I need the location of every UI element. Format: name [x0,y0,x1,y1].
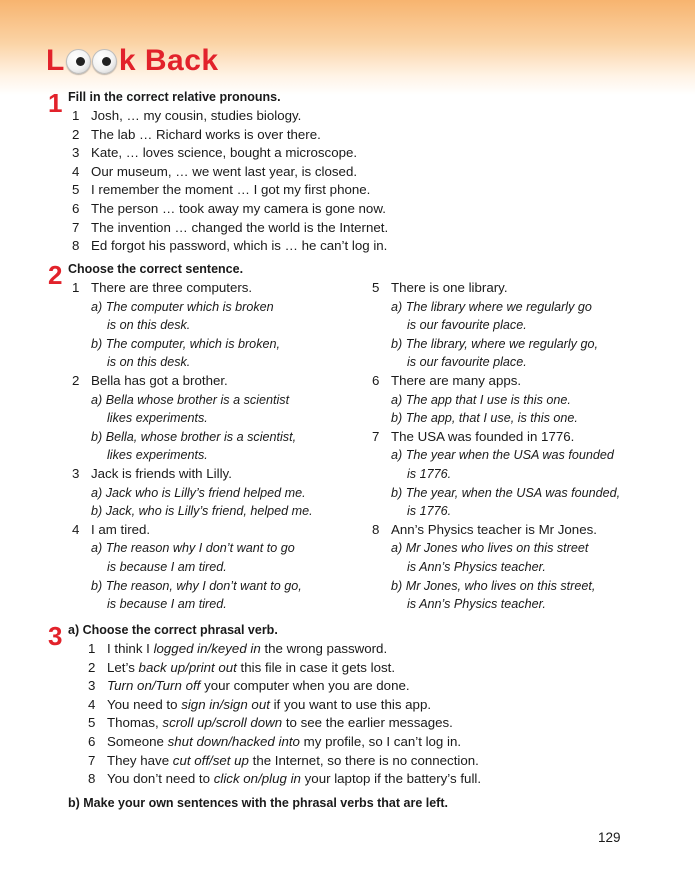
option-b: b) The library, where we regularly go, [391,336,598,351]
item-text [107,677,410,696]
item-text [107,714,453,733]
option-a: a) Bella whose brother is a scientist [91,392,290,407]
list-item [88,752,648,771]
item-text: I remember the moment … I got my first phone. [91,182,371,198]
option-b: b) The computer, which is broken, [91,336,280,351]
section-2-left-column [72,279,362,614]
question-text: The USA was founded in 1776. [391,428,575,444]
list-item [72,126,632,145]
item-text-start: Thomas, [107,715,163,731]
item-text-end: this file in case it gets lost. [236,659,396,675]
right-eye-icon [92,49,117,74]
option-b-continued: likes experiments. [107,448,208,463]
page-number: 129 [598,830,621,845]
option-a-continued: is on this desk. [107,318,191,333]
question-number: 6 [372,372,380,388]
section-1-number: 1 [48,88,63,118]
item-text-start: I think I [107,641,154,656]
option-b-continued: is on this desk. [107,355,191,370]
list-item [72,181,632,200]
item-text: Kate, … loves science, bought a microscope. [91,145,358,161]
option-a-continued: is 1776. [407,466,452,481]
left-eye-icon [66,49,91,74]
list-item [72,200,632,219]
phrasal-verb-options: sign in/sign out [181,696,270,712]
question-text: There are three computers. [91,280,253,295]
item-text [107,696,431,715]
item-text: The invention … changed the world is the Internet. [91,219,389,235]
item-text: The lab … Richard works is over there. [91,126,321,142]
option-a: a) Mr Jones who lives on this street [391,541,589,556]
item-text: The person … took away my camera is gone now. [91,200,386,216]
item-number: 8 [72,238,80,254]
option-a-continued: is Ann’s Physics teacher. [407,559,546,574]
item-text-start: Someone [107,733,168,749]
question-text: Bella has got a brother. [91,372,228,388]
option-b: b) The reason, why I don’t want to go, [91,578,302,593]
section-2-number: 2 [48,260,63,290]
phrasal-verb-options: Turn on/Turn off [107,678,201,694]
option-b-continued: is 1776. [407,504,452,519]
item-text-start: Let’s [107,659,139,675]
list-item [88,714,648,733]
phrasal-verb-options: logged in/keyed in [153,641,261,656]
question-line [372,428,662,447]
section-2-right-column [372,279,662,614]
question-number: 3 [72,465,80,481]
option-a: a) The computer which is broken [91,299,274,314]
item-text-start: You need to [107,696,182,712]
option-b: b) The year, when the USA was founded, [391,485,621,500]
item-text-end: the wrong password. [260,641,388,656]
list-item [88,659,648,678]
item-text-end: my profile, so I can’t log in. [299,733,462,749]
item-number: 4 [72,163,80,179]
item-number: 7 [72,219,80,235]
question-line [72,372,362,391]
eyes-icon [66,49,118,74]
list-item [88,696,648,715]
item-number: 2 [72,126,80,142]
item-text: Our museum, … we went last year, is closed. [91,163,358,179]
item-number: 5 [88,715,96,731]
item-number: 6 [88,733,96,749]
item-text-end: your laptop if the battery’s full. [300,771,482,787]
question-number: 2 [72,372,80,388]
item-number: 6 [72,200,80,216]
list-item [72,107,632,126]
question-number: 7 [372,428,380,444]
list-item [88,677,648,696]
option-b-continued: is because I am tired. [107,597,227,612]
page-title [46,44,219,78]
title-prefix: L [46,44,65,77]
section-1-list [72,107,632,256]
item-number: 3 [72,145,80,161]
option-a-continued: likes experiments. [107,411,208,426]
question-line [372,279,662,298]
section-3-list [88,640,648,789]
list-item [88,640,648,659]
phrasal-verb-options: scroll up/scroll down [162,715,283,731]
option-a: a) The app that I use is this one. [391,392,571,407]
option-b: b) Mr Jones, who lives on this street, [391,578,596,593]
question-number: 5 [372,280,380,295]
question-text: There is one library. [391,280,508,295]
option-b: b) Jack, who is Lilly’s friend, helped me. [91,504,313,519]
list-item [72,219,632,238]
item-number: 3 [88,678,96,694]
item-text-start: They have [107,752,173,768]
question-line [372,372,662,391]
item-text: Ed forgot his password, which is … he can’t log in. [91,238,388,254]
item-text [107,659,395,678]
phrasal-verb-options: back up/print out [138,659,237,675]
item-text [107,640,387,659]
question-text: Ann’s Physics teacher is Mr Jones. [391,521,597,537]
section-1-heading: Fill in the correct relative pronouns. [68,90,281,104]
question-line [72,465,362,484]
question-text: There are many apps. [391,372,522,388]
title-suffix: k Back [118,44,219,77]
list-item [88,770,648,789]
item-number: 2 [88,659,96,675]
question-text: I am tired. [91,521,151,537]
item-text [107,733,461,752]
option-a: a) Jack who is Lilly’s friend helped me. [91,485,306,500]
list-item [72,163,632,182]
item-number: 5 [72,182,80,198]
option-b: b) Bella, whose brother is a scientist, [91,429,297,444]
section-3-number: 3 [48,621,63,651]
option-a: a) The library where we regularly go [391,299,592,314]
list-item [72,144,632,163]
option-b: b) The app, that I use, is this one. [391,411,578,426]
item-number: 4 [88,696,96,712]
section-3-heading-b: b) Make your own sentences with the phrasal verbs that are left. [68,796,448,810]
item-text-start: You don’t need to [107,771,214,787]
item-text-end: your computer when you are done. [200,678,410,694]
item-text [107,770,481,789]
phrasal-verb-options: shut down/hacked into [167,733,300,749]
item-number: 7 [88,752,96,768]
question-text: Jack is friends with Lilly. [91,465,232,481]
question-number: 8 [372,521,380,537]
question-line [72,279,362,298]
list-item [72,237,632,256]
option-a-continued: is our favourite place. [407,318,527,333]
question-line [72,521,362,540]
question-number: 1 [72,280,80,295]
item-number: 1 [72,108,80,123]
item-number: 8 [88,771,96,787]
phrasal-verb-options: click on/plug in [213,771,301,787]
item-text: Josh, … my cousin, studies biology. [91,108,302,123]
option-b-continued: is Ann’s Physics teacher. [407,597,546,612]
section-2-heading: Choose the correct sentence. [68,262,244,276]
section-3-heading-a: a) Choose the correct phrasal verb. [68,623,278,637]
phrasal-verb-options: cut off/set up [172,752,249,768]
item-text-end: if you want to use this app. [269,696,432,712]
option-a: a) The year when the USA was founded [391,448,614,463]
item-text-end: to see the earlier messages. [282,715,453,731]
option-a: a) The reason why I don’t want to go [91,541,295,556]
option-a-continued: is because I am tired. [107,559,227,574]
option-b-continued: is our favourite place. [407,355,527,370]
item-number: 1 [88,641,96,656]
item-text-end: the Internet, so there is no connection. [248,752,479,768]
item-text [107,752,479,771]
question-number: 4 [72,521,80,537]
question-line [372,521,662,540]
list-item [88,733,648,752]
